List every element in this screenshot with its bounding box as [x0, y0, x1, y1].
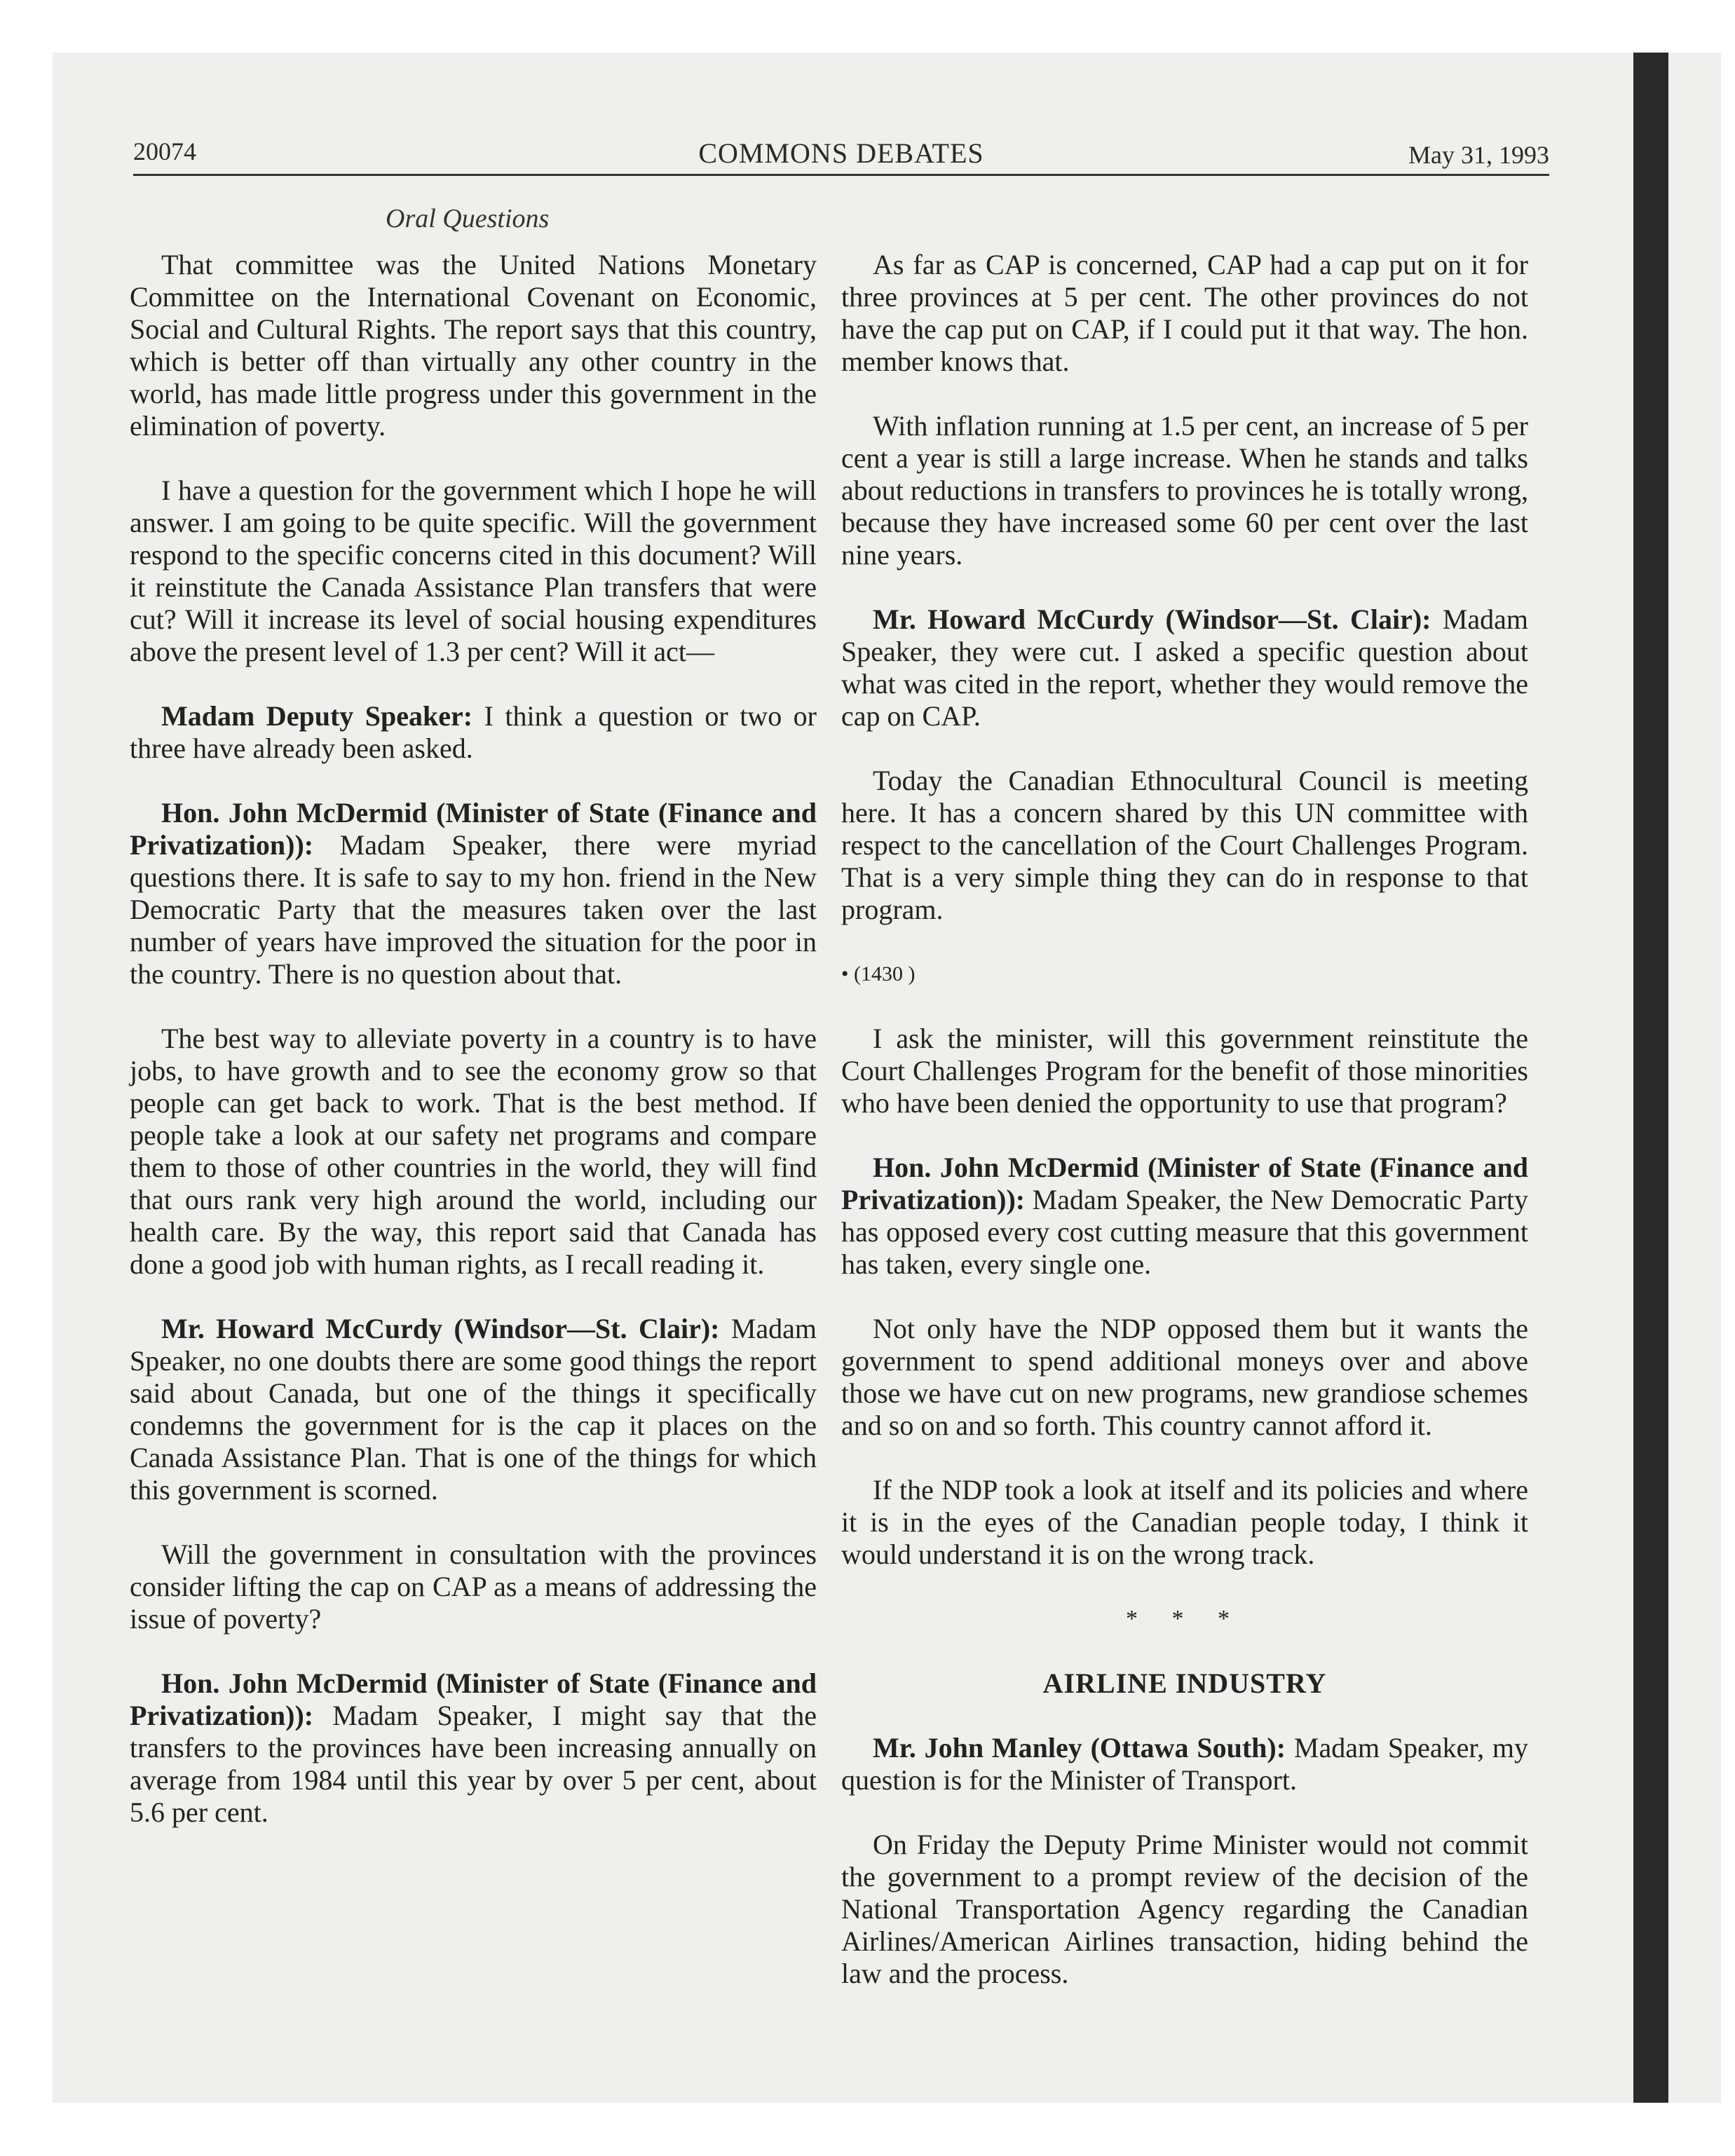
- paragraph: [130, 1667, 817, 1829]
- scan-edge-shadow: [1633, 53, 1668, 2103]
- paragraph: [841, 1732, 1528, 1796]
- paragraph-text: Not only have the NDP opposed them but it wants the government to spend additional moneys over and above those we have cut on new programs, new grandiose schemes and so on and so forth. This country cannot afford it.: [841, 1313, 1528, 1441]
- paragraph-text: I think a question or two or three have already been asked.: [130, 700, 817, 764]
- paragraph: [841, 765, 1528, 926]
- paragraph-text: Madam Speaker, they were cut. I asked a specific question about what was cited in the report, whether they would remove the cap on CAP.: [841, 603, 1529, 732]
- paragraph-text: Madam Speaker, my question is for the Minister of Transport.: [841, 1732, 1529, 1796]
- paragraph-text: That committee was the United Nations Monetary Committee on the International Covenant on Economic, Social and Cultural Rights. The report says that this country, which is better off than virtually any other country in the world, has made little progress under this government in the elimination of poverty.: [130, 249, 817, 442]
- paragraph: [841, 410, 1528, 571]
- paragraph: [130, 1538, 817, 1635]
- paragraph-text: With inflation running at 1.5 per cent, an increase of 5 per cent a year is still a large increase. When he stands and talks about reductions in transfers to provinces he is totally wrong, because they have increased some 60 per cent over the last nine years.: [841, 410, 1528, 571]
- paragraph-text: Madam Speaker, I might say that the transfers to the provinces have been increasing annually on average from 1984 until this year by over 5 per cent, about 5.6 per cent.: [130, 1700, 817, 1828]
- time-marker: • (1430 ): [841, 962, 916, 985]
- paragraph: [130, 700, 817, 765]
- paragraph: [841, 1023, 1528, 1119]
- paragraph: [130, 1313, 817, 1506]
- publication-title: COMMONS DEBATES: [698, 137, 984, 169]
- paragraph: [130, 475, 817, 668]
- paragraph: [130, 1023, 817, 1281]
- paragraph-text: I ask the minister, will this government reinstitute the Court Challenges Program for the benefit of those minorities who have been denied the opportunity to use that program?: [841, 1023, 1528, 1119]
- paragraph: [841, 1152, 1528, 1281]
- page-header: [133, 137, 1549, 170]
- paragraph: [841, 1313, 1528, 1442]
- right-column: [841, 249, 1528, 2022]
- left-column: [130, 249, 817, 1861]
- paragraph-text: The best way to alleviate poverty in a country is to have jobs, to have growth and to see the economy grow so that people can get back to work. That is the best method. If people take a look at our safety net programs and compare them to those of other countries in the world, they will find that ours rank very high around the world, including our health care. By the way, this report said that Canada has done a good job with human rights, as I recall reading it.: [130, 1023, 817, 1280]
- speaker-name: Hon. John McDermid (Minister of State (Finance and Privatization)):: [130, 1667, 817, 1731]
- speaker-name: Hon. John McDermid (Minister of State (Finance and Privatization)):: [130, 797, 817, 861]
- paragraph: [841, 603, 1528, 732]
- publication-date: May 31, 1993: [1408, 141, 1549, 169]
- speaker-name: Madam Deputy Speaker:: [161, 700, 473, 732]
- paragraph: [841, 1474, 1528, 1571]
- paragraph-text: If the NDP took a look at itself and its policies and where it is in the eyes of the Canadian people today, I think it would understand it is on the wrong track.: [841, 1474, 1528, 1570]
- paragraph-text: Today the Canadian Ethnocultural Council is meeting here. It has a concern shared by this UN committee with respect to the cancellation of the Court Challenges Program. That is a very simple thing they can do in response to that program.: [841, 765, 1528, 925]
- paragraph: [841, 1829, 1528, 1990]
- paragraph-text: Madam Speaker, no one doubts there are some good things the report said about Canada, but one of the things it specifically condemns the government for is the cap it places on the Canada Assistance Plan. That is one of the things for which this government is scorned.: [130, 1313, 817, 1506]
- speaker-name: Mr. Howard McCurdy (Windsor—St. Clair):: [873, 603, 1431, 635]
- page-number: 20074: [133, 137, 196, 165]
- header-rule: [133, 174, 1549, 176]
- paragraph: [130, 249, 817, 442]
- paragraph-text: Madam Speaker, there were myriad questions there. It is safe to say to my hon. friend in the New Democratic Party that the measures taken over the last number of years have improved the situation for the poor in the country. There is no question about that.: [130, 829, 817, 990]
- paragraph: [841, 249, 1528, 378]
- speaker-name: Mr. John Manley (Ottawa South):: [873, 1732, 1286, 1763]
- section-separator: * * *: [1126, 1606, 1244, 1632]
- paragraph-text: Will the government in consultation with the provinces consider lifting the cap on CAP as a means of addressing the issue of poverty?: [130, 1538, 817, 1635]
- paragraph-text: Madam Speaker, the New Democratic Party has opposed every cost cutting measure that this government has taken, every single one.: [841, 1184, 1528, 1280]
- section-label: Oral Questions: [386, 204, 550, 233]
- paragraph: [130, 797, 817, 990]
- speaker-name: Mr. Howard McCurdy (Windsor—St. Clair):: [161, 1313, 720, 1344]
- speaker-name: Hon. John McDermid (Minister of State (Finance and Privatization)):: [841, 1152, 1528, 1215]
- paragraph-text: On Friday the Deputy Prime Minister would not commit the government to a prompt review of the decision of the National Transportation Agency regarding the Canadian Airlines/American Airlines transaction, hiding behind the law and the process.: [841, 1829, 1528, 1989]
- section-heading: AIRLINE INDUSTRY: [1042, 1667, 1327, 1699]
- paragraph-text: I have a question for the government which I hope he will answer. I am going to be quite specific. Will the government respond to the specific concerns cited in this document? Will it reinstitute the Canada Assistance Plan transfers that were cut? Will it increase its level of social housing expenditures above the present level of 1.3 per cent? Will it act—: [130, 475, 817, 667]
- paragraph-text: As far as CAP is concerned, CAP had a cap put on it for three provinces at 5 per cent. The other provinces do not have the cap put on CAP, if I could put it that way. The hon. member knows that.: [841, 249, 1528, 377]
